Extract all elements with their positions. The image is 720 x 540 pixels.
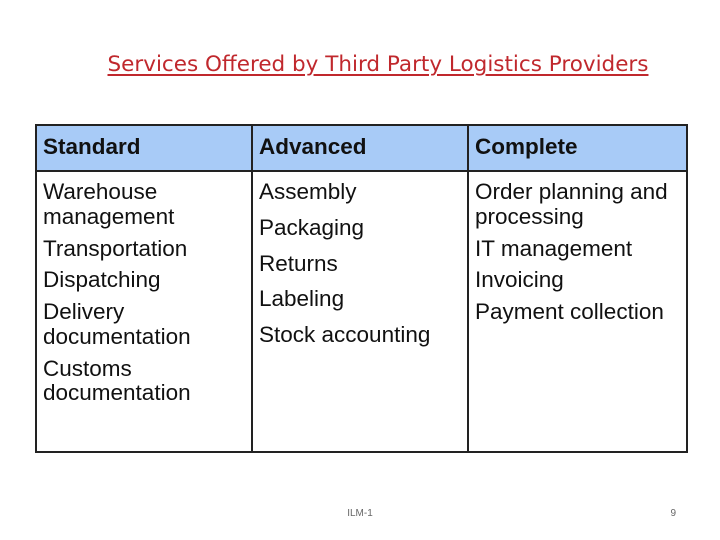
header-standard: Standard — [36, 125, 252, 171]
services-table — [35, 124, 688, 453]
list-item: Returns — [259, 250, 338, 276]
page-number: 9 — [670, 508, 676, 519]
list-item: Dispatching — [43, 267, 161, 293]
list-item: Packaging — [259, 214, 365, 240]
advanced-services-cell — [252, 171, 468, 452]
list-item: Order planning and processing — [475, 179, 668, 229]
list-item: Customs documentation — [43, 355, 191, 406]
list-item: Assembly — [259, 179, 357, 204]
list-item: Warehouse management — [43, 179, 175, 229]
list-item: IT management — [475, 235, 633, 261]
footer-label: ILM-1 — [347, 508, 373, 519]
list-item: Invoicing — [475, 267, 564, 293]
list-item: Stock accounting — [259, 322, 431, 347]
list-item: Labeling — [259, 286, 345, 312]
slide-title: Services Offered by Third Party Logistics Providers — [107, 52, 649, 77]
header-advanced: Advanced — [252, 125, 468, 171]
list-item: Payment collection — [475, 299, 664, 324]
list-item: Transportation — [43, 235, 188, 261]
header-complete: Complete — [468, 125, 687, 171]
header-row — [36, 125, 687, 171]
complete-services-cell — [468, 171, 687, 452]
standard-services-cell — [36, 171, 252, 452]
table-row — [36, 171, 687, 452]
list-item: Delivery documentation — [43, 299, 191, 349]
